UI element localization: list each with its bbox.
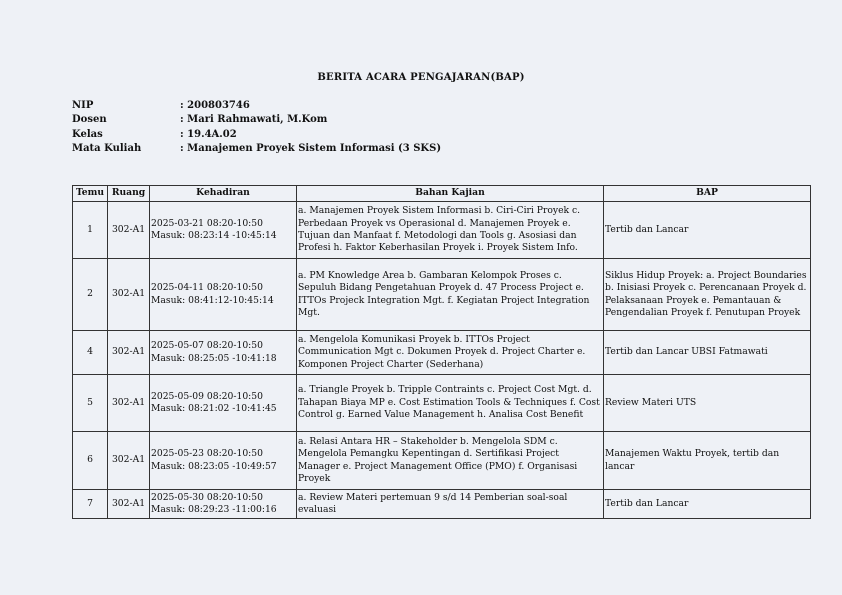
info-row-nip [72,99,441,113]
cell-bahan-kajian: a. Relasi Antara HR – Stakeholder b. Mengelola SDM c. Mengelola Pemangku Kepentingan d. Sertifikasi Project Manager e. Project Management Office (PMO) f. Organisasi Proyek [297,432,604,490]
cell-temu: 6 [73,432,108,490]
cell-bap: Siklus Hidup Proyek: a. Project Boundaries b. Inisiasi Proyek c. Perencanaan Proyek d. Pelaksanaan Proyek e. Pemantauan & Pengendalian Proyek f. Penutupan Proyek [604,259,811,331]
masuk-text: Masuk: 08:23:05 -10:49:57 [151,460,277,472]
info-row-dosen [72,113,441,127]
table-row [73,490,811,519]
cell-bap: Manajemen Waktu Proyek, tertib dan lancar [604,432,811,490]
header-bap: BAP [604,186,811,202]
cell-kehadiran [150,331,297,375]
table-header-row [73,186,811,202]
info-label: Kelas [72,128,103,140]
jadwal-text: 2025-05-07 08:20-10:50 [151,340,263,352]
jadwal-text: 2025-05-09 08:20-10:50 [151,390,263,402]
cell-kehadiran [150,375,297,432]
cell-bap: Tertib dan Lancar [604,202,811,259]
cell-kehadiran [150,259,297,331]
info-row-kelas [72,128,441,142]
cell-temu: 5 [73,375,108,432]
info-value: : Manajemen Proyek Sistem Informasi (3 SKS) [180,142,442,154]
info-value: : 19.4A.02 [180,128,237,140]
info-label: NIP [72,100,94,111]
cell-ruang: 302-A1 [108,490,150,519]
cell-bahan-kajian: a. PM Knowledge Area b. Gambaran Kelompok Proses c. Sepuluh Bidang Pengetahuan Proyek d. 47 Process Project e. ITTOs Projeck Integration Mgt. f. Kegiatan Project Integration Mgt. [297,259,604,331]
cell-temu: 2 [73,259,108,331]
cell-bahan-kajian: a. Review Materi pertemuan 9 s/d 14 Pemberian soal-soal evaluasi [297,490,604,519]
cell-bahan-kajian: a. Triangle Proyek b. Tripple Contraints c. Project Cost Mgt. d. Tahapan Biaya MP e. Cost Estimation Tools & Techniques f. Cost Control g. Earned Value Management h. Analisa Cost Benefit [297,375,604,432]
jadwal-text: 2025-05-30 08:20-10:50 [151,491,263,503]
cell-bahan-kajian: a. Mengelola Komunikasi Proyek b. ITTOs Project Communication Mgt c. Dokumen Proyek d. Project Charter e. Komponen Project Charter (Sederhana) [297,331,604,375]
cell-ruang: 302-A1 [108,202,150,259]
cell-ruang: 302-A1 [108,375,150,432]
header-temu: Temu [73,186,108,202]
masuk-text: Masuk: 08:29:23 -11:00:16 [151,504,277,515]
cell-bap: Tertib dan Lancar [604,490,811,519]
header-bahan-kajian: Bahan Kajian [297,186,604,202]
masuk-text: Masuk: 08:41:12-10:45:14 [151,294,274,306]
cell-kehadiran [150,490,297,519]
cell-ruang: 302-A1 [108,259,150,331]
info-value: : Mari Rahmawati, M.Kom [180,114,328,126]
table-row [73,375,811,432]
jadwal-text: 2025-05-23 08:20-10:50 [151,448,263,460]
document-title: BERITA ACARA PENGAJARAN(BAP) [317,72,525,83]
cell-ruang: 302-A1 [108,331,150,375]
jadwal-text: 2025-03-21 08:20-10:50 [151,217,263,229]
bap-table [72,185,811,519]
table-row [73,259,811,331]
cell-temu: 7 [73,490,108,519]
table-row [73,202,811,259]
cell-bahan-kajian: a. Manajemen Proyek Sistem Informasi b. Ciri-Ciri Proyek c. Perbedaan Proyek vs Operasional d. Manajemen Proyek e. Tujuan dan Manfaat f. Metodologi dan Tools g. Asosiasi dan Profesi h. Faktor Keberhasilan Proyek i. Proyek Sistem Info. [297,202,604,259]
cell-kehadiran [150,432,297,490]
cell-temu: 1 [73,202,108,259]
header-ruang: Ruang [108,186,150,202]
cell-bap: Tertib dan Lancar UBSI Fatmawati [604,331,811,375]
cell-kehadiran [150,202,297,259]
header-kehadiran: Kehadiran [150,186,297,202]
info-row-mata-kuliah [72,142,441,156]
masuk-text: Masuk: 08:21:02 -10:41:45 [151,403,277,414]
masuk-text: Masuk: 08:23:14 -10:45:14 [151,230,277,241]
table-row [73,432,811,490]
cell-ruang: 302-A1 [108,432,150,490]
jadwal-text: 2025-04-11 08:20-10:50 [151,282,263,294]
table-row [73,331,811,375]
info-label: Dosen [72,114,107,126]
cell-temu: 4 [73,331,108,375]
course-info [72,99,441,156]
info-value: : 200803746 [180,100,250,111]
info-label: Mata Kuliah [72,142,142,154]
masuk-text: Masuk: 08:25:05 -10:41:18 [151,352,277,364]
cell-bap: Review Materi UTS [604,375,811,432]
